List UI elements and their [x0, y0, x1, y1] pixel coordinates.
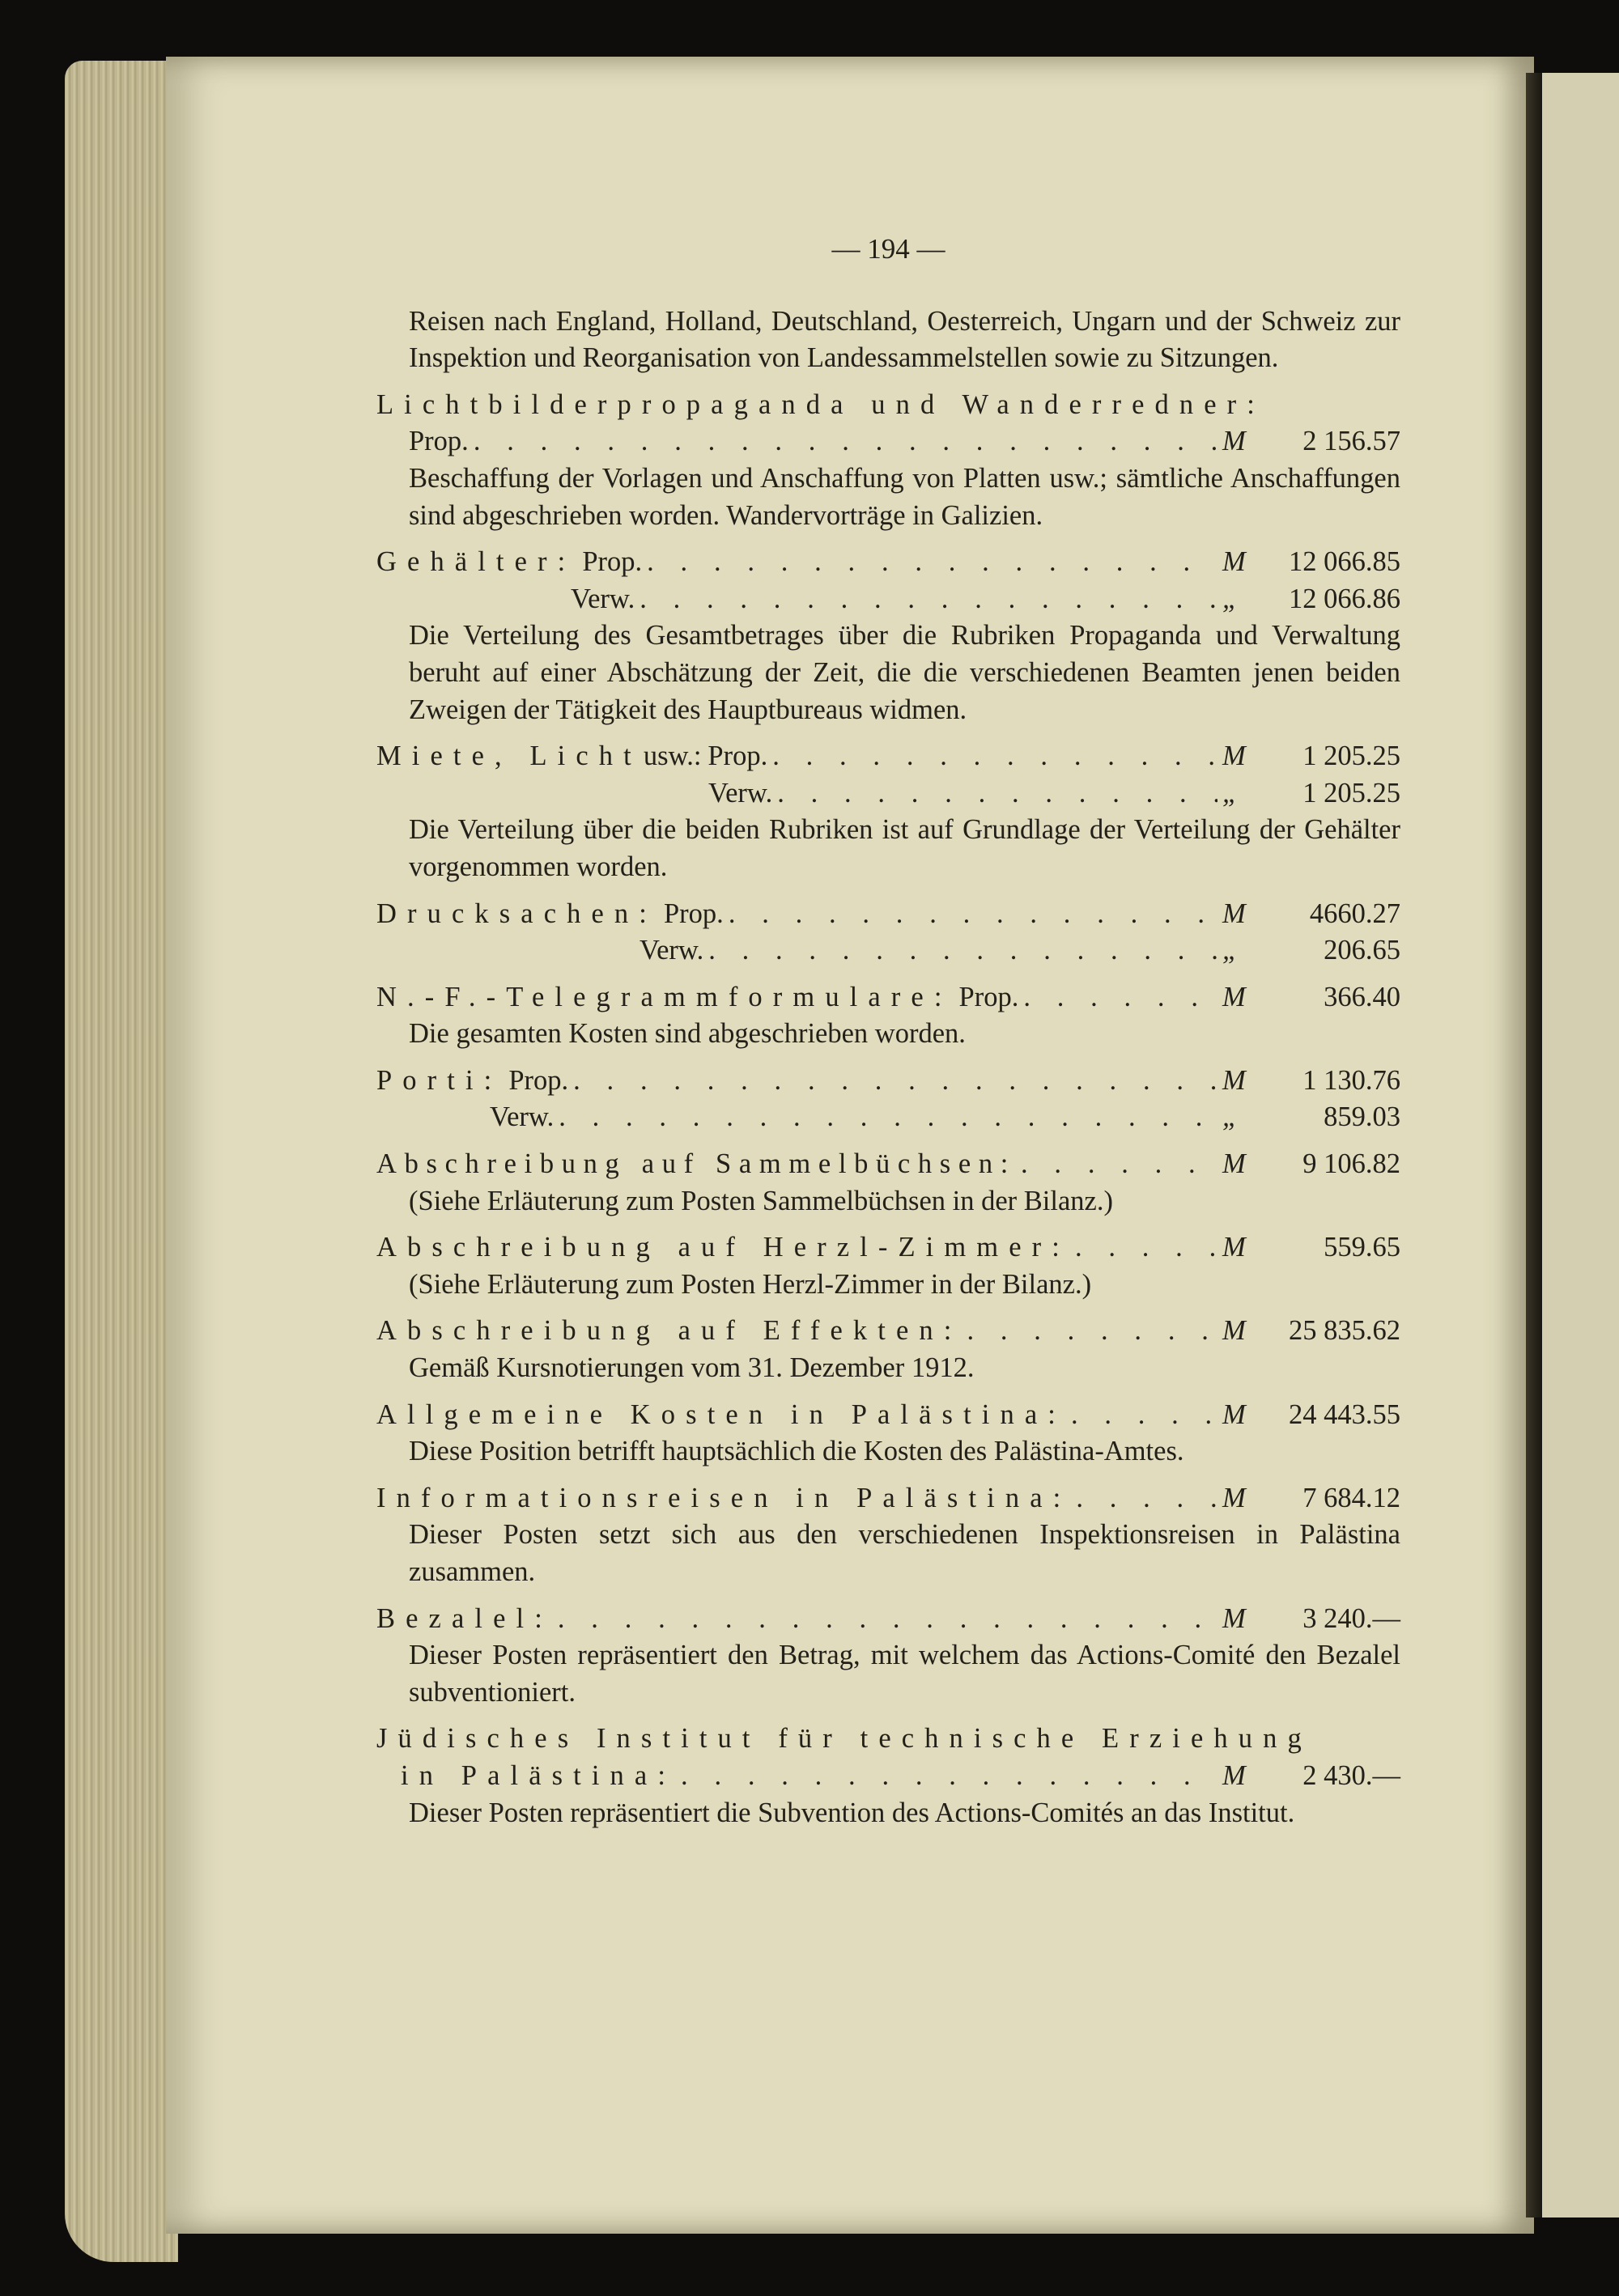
prop-label: Prop.	[664, 898, 724, 929]
informationsreisen-heading: Informationsreisen in Palästina:	[376, 1482, 1072, 1513]
porti-prop-row	[376, 1063, 1400, 1100]
lichtbilder-note: Beschaffung der Vorlagen und Anschaffung von Platten usw.; sämtliche Anschaffungen sind abgeschrieben worden. Wandervorträge in Galizien.	[409, 462, 1400, 531]
leader-dots	[777, 775, 1217, 813]
effekten-note: Gemäß Kursnotierungen vom 31. Dezember 1912.	[409, 1352, 975, 1384]
amount: 9 106.82	[1302, 1148, 1400, 1180]
prop-label: Prop.	[409, 426, 469, 457]
currency-mark: M	[1222, 1759, 1246, 1791]
currency-mark: M	[1222, 1064, 1246, 1096]
porti-verw-row	[376, 1099, 1400, 1136]
amount: 559.65	[1324, 1232, 1400, 1263]
currency-mark: M	[1222, 546, 1246, 578]
ditto-mark: „	[1222, 935, 1239, 966]
sammelbuechsen-note: (Siehe Erläuterung zum Posten Sammelbüchsen in der Bilanz.)	[409, 1185, 1113, 1216]
herzl-heading: Abschreibung auf Herzl-Zimmer:	[376, 1232, 1070, 1263]
leader-dots	[558, 1601, 1217, 1638]
amount: 4660.27	[1309, 898, 1400, 929]
bezalel-heading: Bezalel:	[376, 1602, 553, 1634]
leader-dots	[681, 1758, 1217, 1795]
telegramm-row	[376, 979, 1400, 1016]
institut-note: Dieser Posten repräsentiert die Subvention des Actions-Comités an das Institut.	[409, 1797, 1295, 1828]
leader-dots	[967, 1313, 1217, 1350]
amount: 1 205.25	[1302, 741, 1400, 772]
leader-dots	[1075, 1229, 1217, 1267]
institut-row	[376, 1758, 1400, 1795]
amount: 2 430.—	[1302, 1759, 1400, 1791]
intro-paragraph: Reisen nach England, Holland, Deutschland, Oesterreich, Ungarn und der Schweiz zur Inspektion und Reorganisation von Landessammelstellen sowie zu Sitzungen.	[409, 305, 1400, 374]
miete-heading: Miete, Licht	[376, 741, 642, 772]
amount: 366.40	[1324, 981, 1400, 1012]
amount: 859.03	[1324, 1101, 1400, 1133]
amount: 206.65	[1324, 935, 1400, 966]
currency-mark: M	[1222, 1148, 1246, 1180]
leader-dots	[708, 932, 1217, 970]
page-number: — 194 —	[831, 233, 945, 265]
miete-verw-row	[376, 775, 1400, 813]
drucksachen-heading: Drucksachen:	[376, 898, 657, 929]
book-page-edges	[65, 61, 178, 2262]
amount: 7 684.12	[1302, 1482, 1400, 1513]
gehaelter-note: Die Verteilung des Gesamtbetrages über die Rubriken Propaganda und Verwaltung beruht auf einer Abschätzung der Zeit, die die verschiedenen Beamten jenen beiden Zweigen der Tätigkeit des Hauptbureaus widmen.	[409, 620, 1400, 725]
amount: 2 156.57	[1302, 426, 1400, 457]
ditto-mark: „	[1222, 1101, 1239, 1133]
gehaelter-heading: Gehälter:	[376, 546, 576, 578]
currency-mark: M	[1222, 426, 1246, 457]
currency-mark: M	[1222, 1482, 1246, 1513]
informationsreisen-row	[376, 1480, 1400, 1517]
verw-label: Verw.	[490, 1101, 555, 1133]
telegramm-note: Die gesamten Kosten sind abgeschrieben worden.	[409, 1018, 966, 1050]
verw-label: Verw.	[571, 583, 635, 614]
leader-dots	[1023, 979, 1217, 1016]
amount: 12 066.86	[1289, 583, 1400, 614]
ditto-mark: „	[1222, 777, 1239, 808]
telegramm-heading: N.-F.-Telegrammformulare:	[376, 981, 953, 1012]
page-content	[376, 231, 1400, 1831]
leader-dots	[559, 1099, 1217, 1136]
miete-note: Die Verteilung über die beiden Rubriken ist auf Grundlage der Verteilung der Gehälter vorgenommen worden.	[409, 814, 1400, 882]
effekten-row	[376, 1313, 1400, 1350]
amount: 1 130.76	[1302, 1064, 1400, 1096]
institut-heading-cont: in Palästina:	[401, 1759, 677, 1791]
amount: 25 835.62	[1289, 1315, 1400, 1347]
currency-mark: M	[1222, 1602, 1246, 1634]
verw-label: Verw.	[640, 935, 704, 966]
allgemeine-row	[376, 1397, 1400, 1434]
leader-dots	[573, 1063, 1217, 1100]
currency-mark: M	[1222, 1398, 1246, 1430]
allgemeine-heading: Allgemeine Kosten in Palästina:	[376, 1398, 1066, 1430]
drucksachen-verw-row	[376, 932, 1400, 970]
herzl-note: (Siehe Erläuterung zum Posten Herzl-Zimmer in der Bilanz.)	[409, 1268, 1092, 1300]
porti-heading: Porti:	[376, 1064, 503, 1096]
allgemeine-note: Diese Position betrifft hauptsächlich die Kosten des Palästina-Amtes.	[409, 1436, 1184, 1467]
sammelbuechsen-row	[376, 1146, 1400, 1183]
amount: 3 240.—	[1302, 1602, 1400, 1634]
ditto-mark: „	[1222, 583, 1239, 614]
book-gutter	[1526, 73, 1544, 2217]
leader-dots	[640, 581, 1217, 618]
currency-mark: M	[1222, 1315, 1246, 1347]
prop-label: Prop.	[582, 546, 643, 578]
sammelbuechsen-heading: Abschreibung auf Sammelbüchsen:	[376, 1148, 1017, 1180]
facing-page	[1542, 73, 1619, 2217]
currency-mark: M	[1222, 741, 1246, 772]
bezalel-row	[376, 1601, 1400, 1638]
leader-dots	[1071, 1397, 1217, 1434]
institut-heading-row	[376, 1721, 1400, 1758]
leader-dots	[729, 896, 1217, 933]
lichtbilder-heading: Lichtbilderpropaganda und Wanderredner:	[376, 388, 1265, 420]
currency-mark: M	[1222, 1232, 1246, 1263]
amount: 24 443.55	[1289, 1398, 1400, 1430]
currency-mark: M	[1222, 898, 1246, 929]
prop-label: Prop.	[708, 741, 768, 772]
leader-dots	[772, 738, 1217, 775]
amount: 12 066.85	[1289, 546, 1400, 578]
leader-dots	[1076, 1480, 1217, 1517]
currency-mark: M	[1222, 981, 1246, 1012]
informationsreisen-note: Dieser Posten setzt sich aus den verschiedenen Inspektionsreisen in Palästina zusammen.	[409, 1519, 1400, 1587]
drucksachen-prop-row	[376, 896, 1400, 933]
prop-label: Prop.	[508, 1064, 569, 1096]
institut-heading: Jüdisches Institut für technische Erziehung	[376, 1723, 1312, 1755]
leader-dots	[1021, 1146, 1217, 1183]
gehaelter-verw-row	[376, 581, 1400, 618]
lichtbilder-prop-row	[376, 423, 1400, 460]
verw-label: Verw.	[708, 777, 773, 808]
bezalel-note: Dieser Posten repräsentiert den Betrag, mit welchem das Actions-Comité den Bezalel subventioniert.	[409, 1640, 1400, 1708]
prop-label: Prop.	[958, 981, 1019, 1012]
gehaelter-prop-row	[376, 544, 1400, 581]
leader-dots	[474, 423, 1217, 460]
miete-prop-row: Miete, Licht usw.: Prop. . . . M 1 205.25	[376, 738, 1400, 775]
amount: 1 205.25	[1302, 777, 1400, 808]
effekten-heading: Abschreibung auf Effekten:	[376, 1315, 962, 1347]
leader-dots	[647, 544, 1217, 581]
herzl-row	[376, 1229, 1400, 1267]
